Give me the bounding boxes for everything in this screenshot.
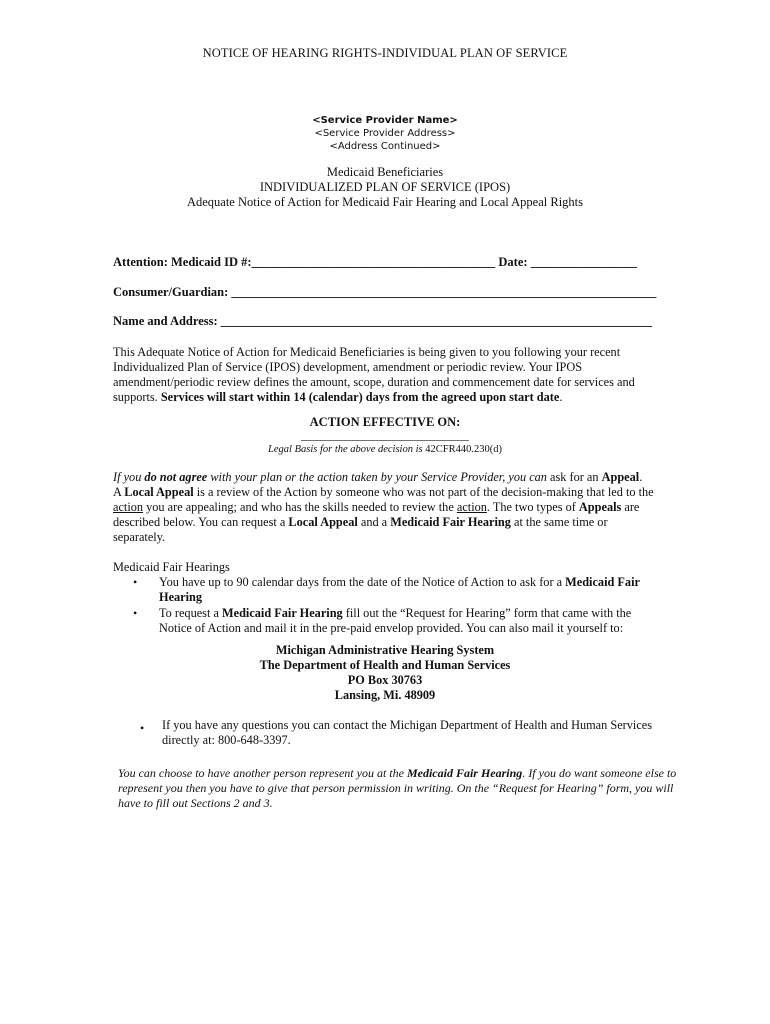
consumer-label: Consumer/Guardian: — [113, 285, 229, 299]
address-line-4: Lansing, Mi. 48909 — [334, 688, 436, 702]
date-blank[interactable]: _________________ — [527, 255, 637, 269]
date-label: Date: — [495, 255, 528, 269]
intro-paragraph: This Adequate Notice of Action for Medicaid Beneficiaries is being given to you following your recent Individualized Plan of Service (IPOS) development, amendment or periodic review. Your IPOS amendment/periodic review defines the amount, scope, duration and commencement date for services and supports. Services will start within 14 (calendar) days from the agreed upon start date. — [113, 345, 635, 404]
header-line-2: INDIVIDUALIZED PLAN OF SERVICE (IPOS) — [259, 180, 511, 194]
provider-name: <Service Provider Name> — [312, 115, 458, 126]
fair-hearings-heading: Medicaid Fair Hearings — [113, 560, 230, 574]
header-line-1: Medicaid Beneficiaries — [326, 165, 444, 179]
provider-address-continued: <Address Continued> — [329, 141, 441, 152]
attention-field[interactable] — [113, 255, 637, 270]
address-line-2: The Department of Health and Human Services — [259, 658, 511, 672]
name-address-blank[interactable]: _____________________________________________________________________ — [217, 314, 653, 328]
action-effective-label: ACTION EFFECTIVE ON: — [309, 415, 461, 429]
bullet-icon: • — [133, 606, 138, 620]
appeal-paragraph: If you do not agree with your plan or the action taken by your Service Provider, you can ask for an Appeal. A Local Appeal is a review of the Action by someone who was not part of the decision-making that led to the action you are appealing; and who has the skills needed to review the action. The two types of Appeals are described below. You can request a Local Appeal and a Medicaid Fair Hearing at the same time or separately. — [113, 470, 654, 544]
header-line-3: Adequate Notice of Action for Medicaid Fair Hearing and Local Appeal Rights — [186, 195, 584, 209]
representation-paragraph: You can choose to have another person represent you at the Medicaid Fair Hearing. If you do want someone else to represent you then you have to give that person permission in writing. On the “Request for Hearing” form, you will have to fill out Sections 2 and 3. — [118, 766, 677, 810]
consumer-field[interactable] — [113, 285, 656, 300]
fair-hearing-bullet-1: You have up to 90 calendar days from the date of the Notice of Action to ask for a Medicaid Fair Hearing — [159, 575, 640, 604]
name-address-field[interactable] — [113, 314, 652, 329]
fair-hearing-bullet-2: To request a Medicaid Fair Hearing fill out the “Request for Hearing” form that came with the Notice of Action and mail it in the pre-paid envelop provided. You can also mail it yourself to: — [159, 606, 632, 635]
action-effective-blank[interactable]: ____________________________ — [301, 428, 469, 442]
bullet-icon: • — [133, 575, 138, 589]
document-title: NOTICE OF HEARING RIGHTS-INDIVIDUAL PLAN OF SERVICE — [202, 46, 568, 60]
address-line-1: Michigan Administrative Hearing System — [275, 643, 495, 657]
provider-address: <Service Provider Address> — [314, 128, 456, 139]
legal-basis: Legal Basis for the above decision is 42CFR440.230(d) — [268, 444, 502, 455]
questions-bullet: If you have any questions you can contact the Michigan Department of Health and Human Services directly at: 800-648-3397. — [162, 718, 653, 747]
medicaid-id-blank[interactable]: _______________________________________ — [251, 255, 496, 269]
address-line-3: PO Box 30763 — [347, 673, 423, 687]
consumer-blank[interactable]: ____________________________________________________________________ — [228, 285, 657, 299]
attention-label: Attention: Medicaid ID #: — [113, 255, 252, 269]
name-address-label: Name and Address: — [113, 314, 218, 328]
bullet-icon: • — [140, 721, 145, 735]
